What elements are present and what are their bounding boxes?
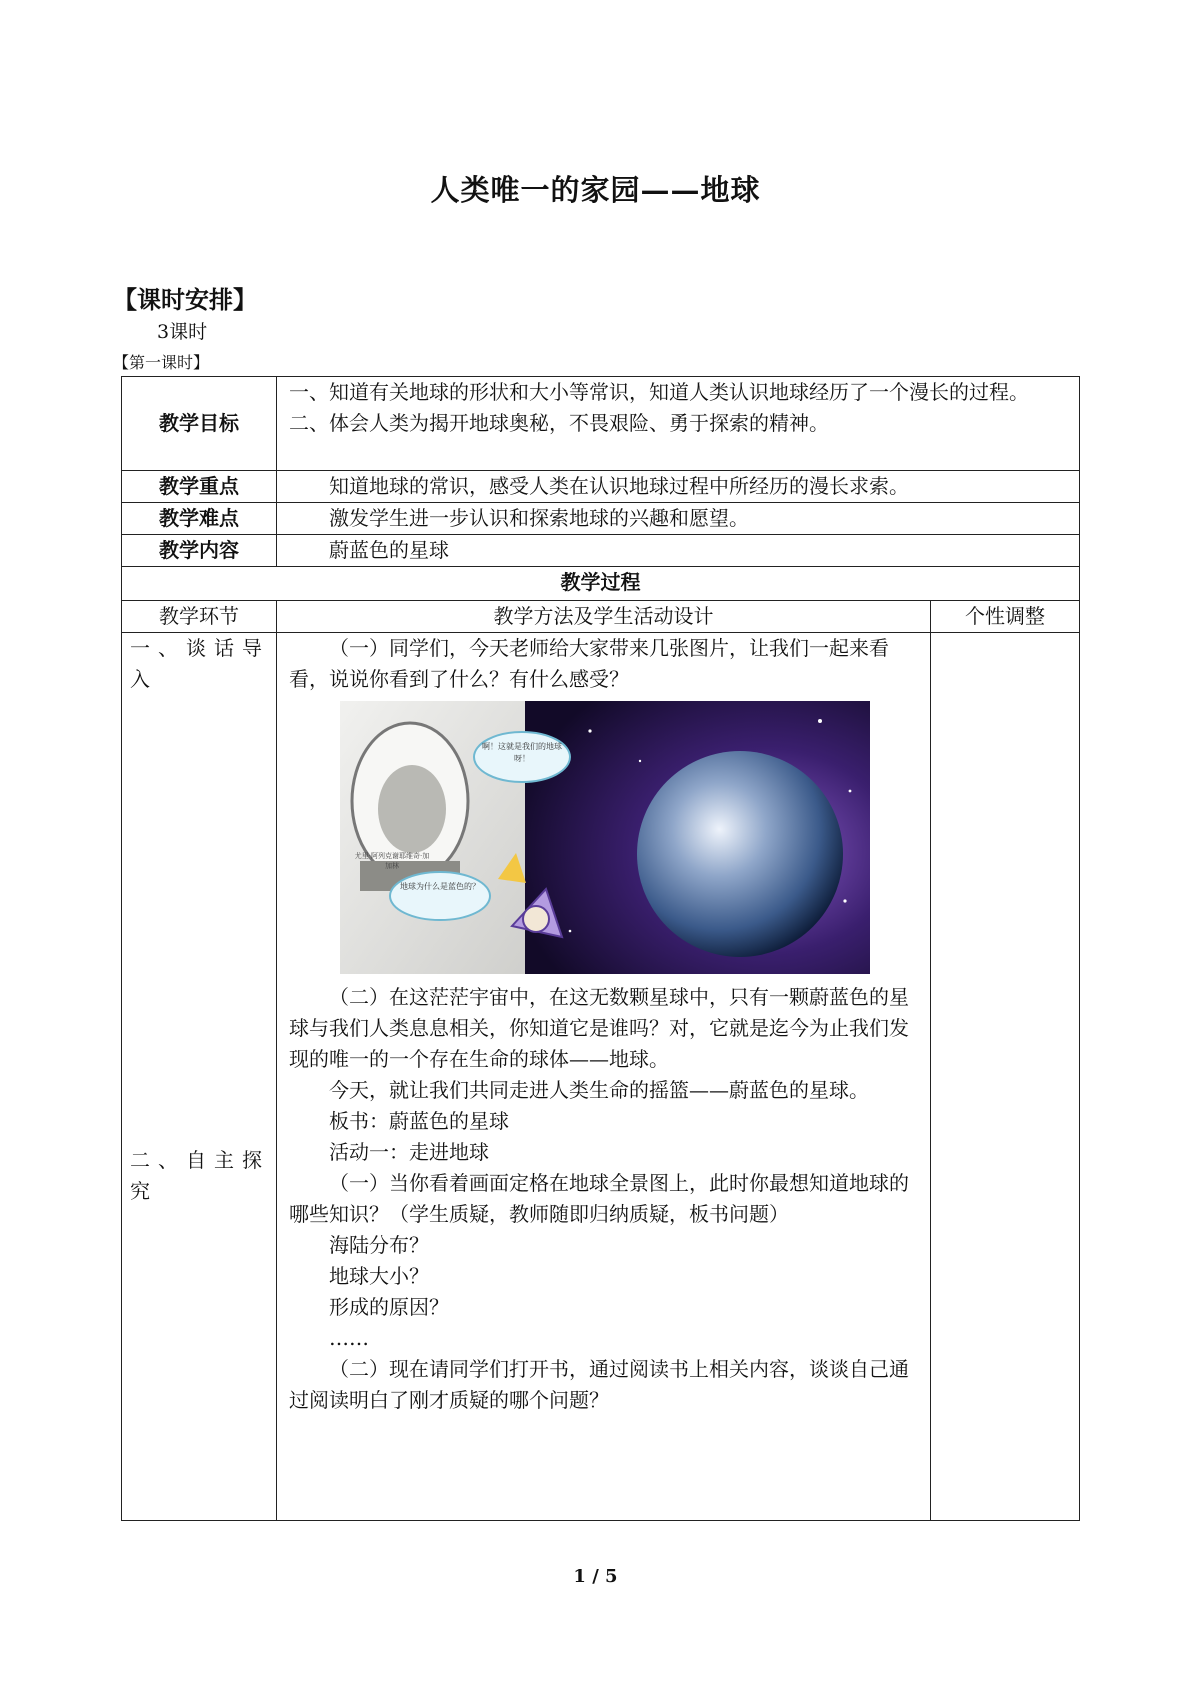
illustration bbox=[289, 695, 920, 982]
process-title: 教学过程 bbox=[122, 567, 1080, 601]
bubble-2-text: 地球为什么是蓝色的？ bbox=[399, 882, 480, 891]
method-cell bbox=[277, 633, 931, 1521]
stage-1: 一、谈话导入 bbox=[130, 636, 268, 691]
paragraph-6: （一）当你看着画面定格在地球全景图上，此时你最想知道地球的哪些知识？（学生质疑，教师随即归纳质疑，板书问题） bbox=[289, 1171, 909, 1226]
stage-cell bbox=[122, 633, 277, 1521]
difficulty-label: 教学难点 bbox=[122, 503, 277, 535]
content-text: 蔚蓝色的星球 bbox=[277, 535, 1080, 567]
document-title: 人类唯一的家园——地球 bbox=[430, 173, 761, 207]
content-label: 教学内容 bbox=[122, 535, 277, 567]
goal-2: 二、体会人类为揭开地球奥秘，不畏艰险、勇于探索的精神。 bbox=[289, 411, 829, 435]
paragraph-3: 今天，就让我们共同走进人类生命的摇篮——蔚蓝色的星球。 bbox=[329, 1078, 869, 1102]
earth-illustration-image bbox=[340, 701, 870, 974]
bubble-1-text: 啊！这就是我们的地球呀！ bbox=[481, 742, 562, 763]
board-note: 板书：蔚蓝色的星球 bbox=[329, 1109, 509, 1133]
paragraph-7: （二）现在请同学们打开书，通过阅读书上相关内容，谈谈自己通过阅读明白了刚才质疑的哪个问题？ bbox=[289, 1357, 909, 1412]
lesson-label: 【第一课时】 bbox=[113, 353, 210, 372]
paragraph-2: （二）在这茫茫宇宙中，在这无数颗星球中，只有一颗蔚蓝色的星球与我们人类息息相关，你知道它是谁吗？对，它就是迄今为止我们发现的唯一的一个存在生命的球体——地球。 bbox=[289, 985, 909, 1071]
photo-caption: 尤里·阿列克谢耶维奇·加加林 bbox=[354, 852, 429, 870]
key-text: 知道地球的常识，感受人类在认识地球过程中所经历的漫长求索。 bbox=[277, 471, 1080, 503]
col-stage-header: 教学环节 bbox=[122, 601, 277, 633]
difficulty-text: 激发学生进一步认识和探索地球的兴趣和愿望。 bbox=[277, 503, 1080, 535]
stage-2: 二、自主探究 bbox=[130, 1148, 268, 1203]
earth-globe bbox=[637, 751, 843, 957]
key-label: 教学重点 bbox=[122, 471, 277, 503]
lesson-hours: 3课时 bbox=[157, 321, 208, 343]
col-adjust-header: 个性调整 bbox=[931, 601, 1080, 633]
goal-label: 教学目标 bbox=[122, 377, 277, 471]
question-3: 形成的原因？ bbox=[329, 1295, 449, 1319]
paragraph-1: （一）同学们，今天老师给大家带来几张图片，让我们一起来看看，说说你看到了什么？有什么感受？ bbox=[289, 636, 889, 691]
activity-1: 活动一：走进地球 bbox=[329, 1140, 489, 1164]
page-number: 1 / 5 bbox=[573, 1566, 618, 1587]
speech-bubble-2 bbox=[390, 872, 490, 920]
adjust-cell bbox=[931, 633, 1080, 1521]
question-2: 地球大小？ bbox=[329, 1264, 429, 1288]
speech-bubble-1 bbox=[474, 732, 570, 782]
ellipsis: …… bbox=[329, 1326, 369, 1350]
lesson-plan-table bbox=[121, 376, 1080, 1521]
goal-1: 一、知道有关地球的形状和大小等常识，知道人类认识地球经历了一个漫长的过程。 bbox=[289, 380, 1029, 404]
col-method-header: 教学方法及学生活动设计 bbox=[277, 601, 931, 633]
schedule-heading: 【课时安排】 bbox=[113, 285, 257, 314]
question-1: 海陆分布？ bbox=[329, 1233, 429, 1257]
goal-cell bbox=[277, 377, 1080, 471]
